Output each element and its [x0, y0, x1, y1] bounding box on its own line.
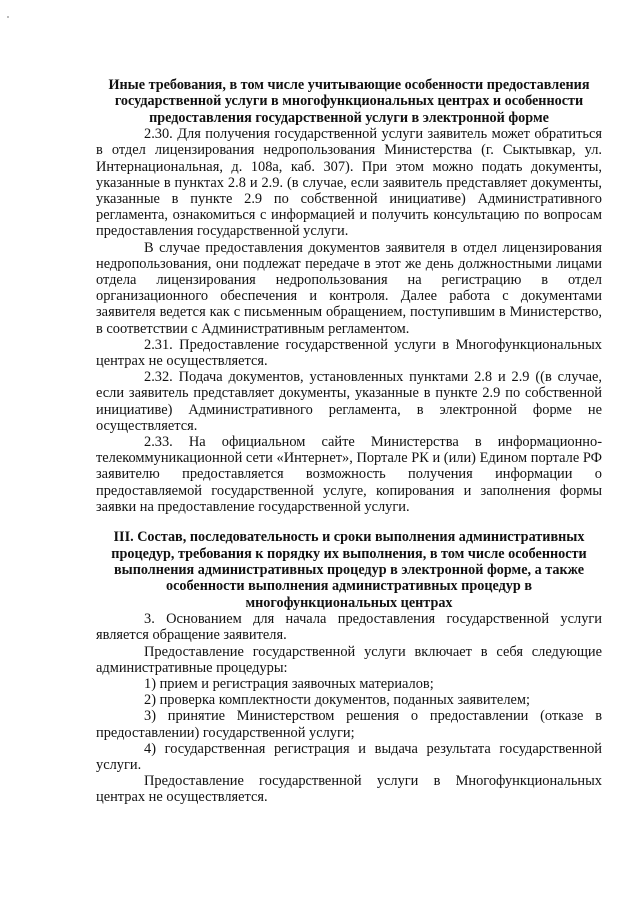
paragraph-2-33: 2.33. На официальном сайте Министерства в информационно-телекоммуникационной сети «Интернет», Портале РК и (или) Едином портале РФ заявителю предоставляется возможность получения информации о предоставляемой государственной услуге, копирования и заполнения формы заявки на предоставление государственной услуги. [96, 434, 602, 515]
paragraph-mfc-not-provided: Предоставление государственной услуги в Многофункциональных центрах не осуществляется. [96, 773, 602, 806]
paragraph-2-32: 2.32. Подача документов, установленных пунктами 2.8 и 2.9 ((в случае, если заявитель представляет документы, указанные в пункте 2.9 по собственной инициативе) Административного регламента, в электронной форме не осуществляется. [96, 369, 602, 434]
list-item-4: 4) государственная регистрация и выдача результата государственной услуги. [96, 740, 602, 773]
section-heading-iii: III. Состав, последовательность и сроки выполнения административных процедур, требования к порядку их выполнения, в том числе особенности выполнения административных процедур в электронной форме, а также особенности выполнения административных процедур в многофункциональных центрах [111, 529, 587, 611]
paragraph-3: 3. Основанием для начала предоставления государственной услуги является обращение заявителя. [96, 611, 602, 644]
section-gap [96, 515, 602, 529]
scan-speck [7, 16, 9, 18]
paragraph-2-30: 2.30. Для получения государственной услуги заявитель может обратиться в отдел лицензирования недропользования Министерства (г. Сыктывкар, ул. Интернациональная, д. 108а, каб. 307). При этом можно подать документы, указанные в пунктах 2.8 и 2.9. (в случае, если заявитель представляет документы, указанные в пункте 2.9 по собственной инициативе) Административного регламента, ознакомиться с информацией и получить консультацию по вопросам предоставления государственной услуги. [96, 126, 602, 240]
list-item-1: 1) прием и регистрация заявочных материалов; [144, 675, 434, 692]
paragraph-procedures-intro: Предоставление государственной услуги включает в себя следующие административные процедуры: [96, 643, 602, 676]
list-item-2: 2) проверка комплектности документов, поданных заявителем; [144, 692, 530, 709]
paragraph-2-31: 2.31. Предоставление государственной услуги в Многофункциональных центрах не осуществляется. [96, 336, 602, 370]
paragraph-licensing-department: В случае предоставления документов заявителя в отдел лицензирования недропользования, они подлежат передаче в этот же день должностными лицами отдела лицензирования недропользования на регистрацию в отдел организационного обеспечения и контроля. Далее работа с документами заявителя ведется как с письменным обращением, поступившим в Министерство, в соответствии с Административным регламентом. [96, 239, 602, 337]
document-body [96, 77, 602, 806]
section-heading-other-requirements: Иные требования, в том числе учитывающие особенности предоставления государственной услуги в многофункциональных центрах и особенности предоставления государственной услуги в электронной форме [108, 77, 590, 126]
list-item-3: 3) принятие Министерством решения о предоставлении (отказе в предоставлении) государственной услуги; [96, 708, 602, 741]
